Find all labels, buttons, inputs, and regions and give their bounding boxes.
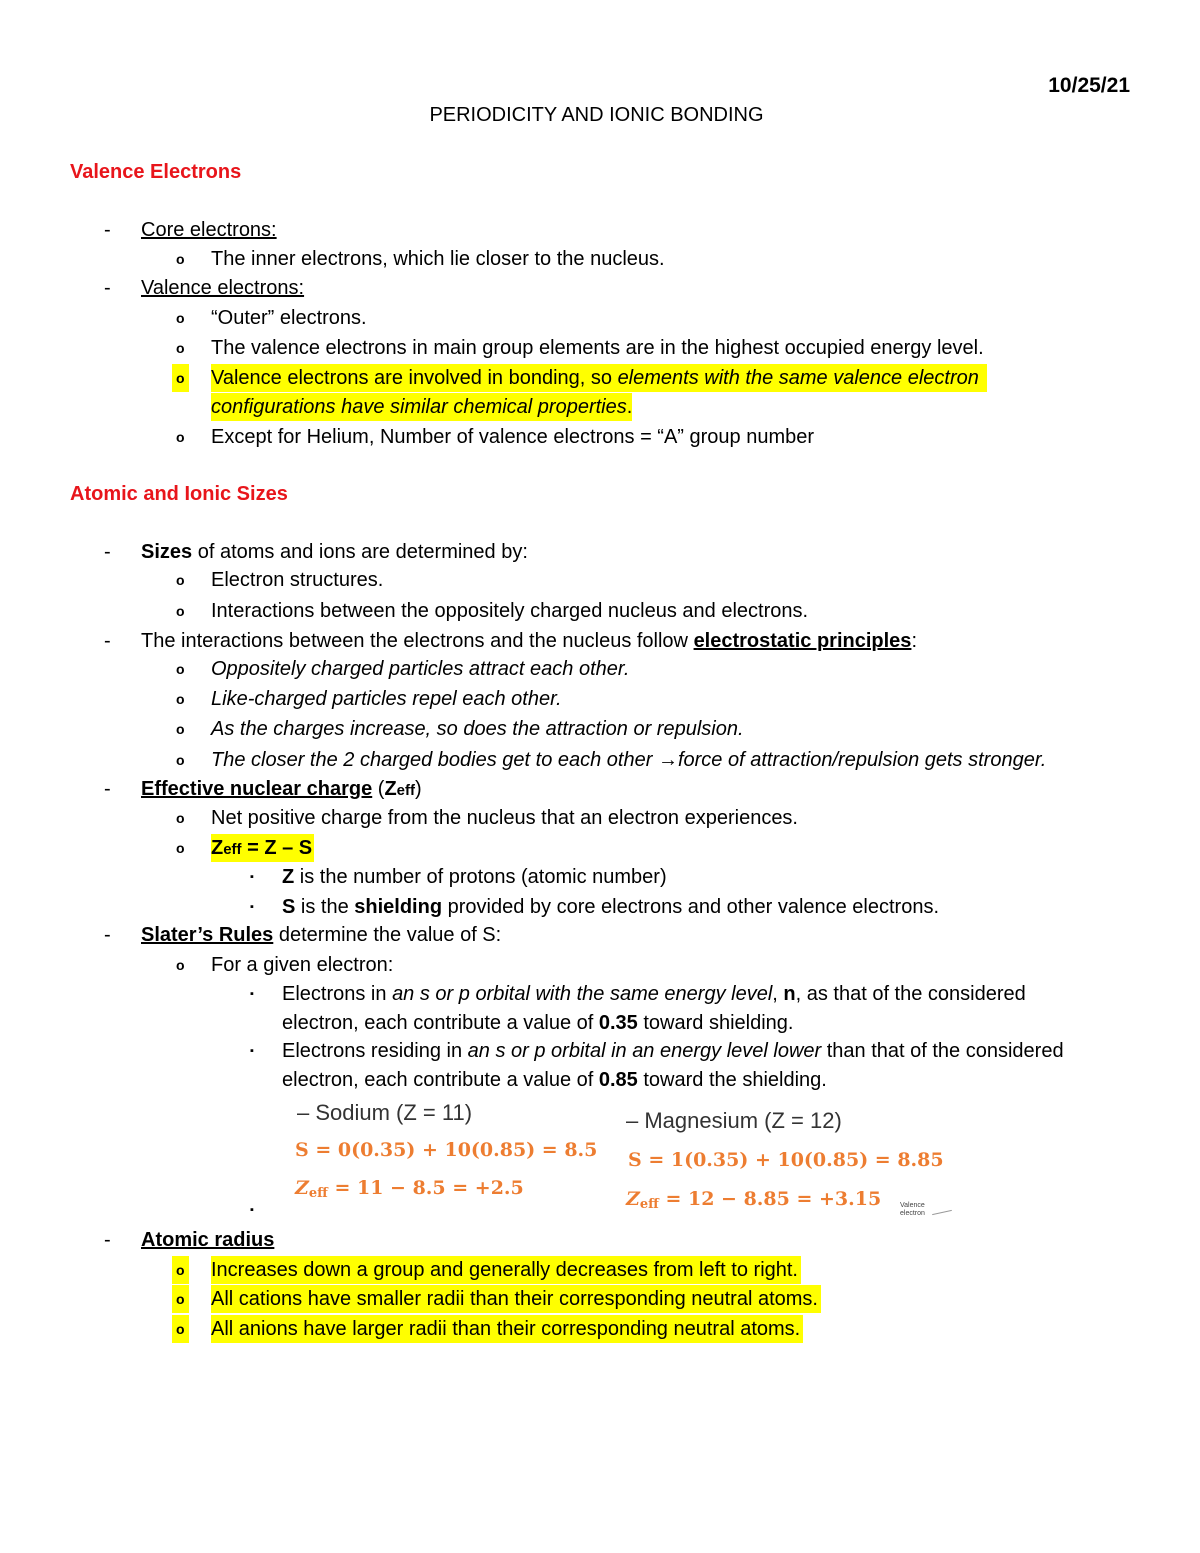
shielding-bold: shielding xyxy=(354,896,443,918)
sizes-rest: of atoms and ions are determined by: xyxy=(192,541,528,563)
bullet-circle-highlighted: o xyxy=(172,364,189,392)
bullet-circle: o xyxy=(176,691,185,707)
sodium-zeff-equation xyxy=(295,1177,524,1201)
r2d: electron, each contribute a value of xyxy=(282,1069,599,1091)
bullet-circle: o xyxy=(176,810,185,826)
electrostatic-text: The interactions between the electrons and the nucleus follow xyxy=(141,630,694,652)
magnesium-title: – Magnesium (Z = 12) xyxy=(626,1108,842,1133)
bullet-dash: - xyxy=(104,541,111,563)
bullet-dash: - xyxy=(104,277,111,299)
principle-attract: Oppositely charged particles attract each other. xyxy=(211,658,630,680)
zeff-rest: = Z – S xyxy=(241,837,313,859)
bullet-circle-highlighted: o xyxy=(172,1256,189,1284)
rule-same-level-cont xyxy=(282,1009,793,1037)
bullet-circle: o xyxy=(176,661,185,677)
tiny-diagram-label xyxy=(900,1202,925,1218)
enc-definition: Net positive charge from the nucleus that an electron experiences. xyxy=(211,807,798,829)
sodium-s-equation: S = 0(0.35) + 10(0.85) = 8.5 xyxy=(295,1139,598,1161)
magnesium-s-equation: S = 1(0.35) + 10(0.85) = 8.85 xyxy=(628,1149,944,1171)
r2f: toward the shielding. xyxy=(637,1069,827,1091)
z-rest: is the number of protons (atomic number) xyxy=(294,866,667,888)
enc-paren-close: ) xyxy=(415,778,422,800)
mg-zeff-sub: eff xyxy=(639,1197,659,1212)
rule-same-level xyxy=(282,980,1026,1008)
valence-point-bonding xyxy=(211,364,987,392)
r1e: , as that of the considered xyxy=(795,983,1026,1005)
sodium-zeff-rest: = 11 − 8.5 = +2.5 xyxy=(327,1177,524,1199)
given-electron: For a given electron: xyxy=(211,954,394,976)
slater-rules-label: Slater’s Rules xyxy=(141,924,274,946)
r1d: n xyxy=(783,983,796,1005)
bullet-dash: - xyxy=(104,778,111,800)
bullet-dash: - xyxy=(104,630,111,652)
enc-z: Z xyxy=(384,778,397,800)
bullet-square: ▪ xyxy=(250,1204,254,1216)
mg-zeff-rest: = 12 − 8.85 = +3.15 xyxy=(658,1188,882,1210)
r2b: an s or p orbital in an energy level lower xyxy=(467,1040,822,1062)
valence-point-energy-level: The valence electrons in main group elements are in the highest occupied energy level. xyxy=(211,337,984,359)
bullet-square: ▪ xyxy=(250,1045,254,1057)
section-heading-sizes: Atomic and Ionic Sizes xyxy=(70,483,288,505)
date: 10/25/21 xyxy=(1048,74,1130,97)
tiny-label-line-1: Valence xyxy=(900,1202,925,1209)
size-factor-interactions: Interactions between the oppositely charged nucleus and electrons. xyxy=(211,600,809,622)
magnesium-zeff-equation xyxy=(626,1188,881,1212)
bullet-circle: o xyxy=(176,957,185,973)
bonding-period: . xyxy=(626,396,633,418)
sodium-title: – Sodium (Z = 11) xyxy=(297,1100,473,1125)
section-heading-valence: Valence Electrons xyxy=(70,161,242,183)
r1c: , xyxy=(772,983,784,1005)
right-arrow-icon: → xyxy=(657,749,678,771)
enc-paren-open: ( xyxy=(372,778,385,800)
bullet-dash: - xyxy=(104,924,111,946)
bullet-circle: o xyxy=(176,572,185,588)
electrostatic-line xyxy=(141,627,917,655)
distance-text: The closer the 2 charged bodies get to each other xyxy=(211,749,658,771)
s-rest: provided by core electrons and other valence electrons. xyxy=(442,896,940,918)
effective-nuclear-charge-label: Effective nuclear charge xyxy=(141,778,373,800)
effective-nuclear-charge-line xyxy=(141,775,422,803)
s-definition xyxy=(282,893,939,921)
bullet-circle: o xyxy=(176,752,185,768)
r2c: than that of the considered xyxy=(821,1040,1064,1062)
s-bold: S xyxy=(282,896,296,918)
radius-point-trend: Increases down a group and generally decreases from left to right. xyxy=(211,1256,801,1284)
zeff-z: Z xyxy=(211,837,224,859)
bonding-italic-cont: configurations have similar chemical properties xyxy=(211,396,627,418)
enc-eff: eff xyxy=(396,782,415,799)
r1a: Electrons in xyxy=(282,983,393,1005)
size-factor-structures: Electron structures. xyxy=(211,569,384,591)
bullet-circle: o xyxy=(176,251,185,267)
principle-distance xyxy=(211,746,1046,774)
zeff-eff: eff xyxy=(223,841,242,858)
bullet-square: ▪ xyxy=(250,901,254,913)
valence-point-bonding-cont xyxy=(211,393,632,421)
radius-point-anions: All anions have larger radii than their corresponding neutral atoms. xyxy=(211,1315,803,1343)
bullet-dash: - xyxy=(104,1229,111,1251)
r1b: an s or p orbital with the same energy level xyxy=(392,983,773,1005)
tiny-label-line-2: electron xyxy=(900,1210,925,1217)
bonding-text: Valence electrons are involved in bonding, so xyxy=(211,367,618,389)
bullet-circle: o xyxy=(176,721,185,737)
bullet-square: ▪ xyxy=(250,988,254,1000)
mg-zeff-z: Z xyxy=(626,1188,640,1210)
bullet-circle: o xyxy=(176,340,185,356)
atomic-radius-label: Atomic radius xyxy=(141,1229,275,1251)
rule-lower-level xyxy=(282,1037,1064,1065)
r1h: toward shielding. xyxy=(637,1012,794,1034)
r1g: 0.35 xyxy=(598,1012,638,1034)
bullet-dash: - xyxy=(104,219,111,241)
bullet-circle: o xyxy=(176,429,185,445)
z-bold: Z xyxy=(282,866,295,888)
r2e: 0.85 xyxy=(598,1069,638,1091)
radius-point-cations: All cations have smaller radii than their corresponding neutral atoms. xyxy=(211,1285,821,1313)
z-definition xyxy=(282,863,667,891)
bullet-circle-highlighted: o xyxy=(172,1285,189,1313)
sizes-bold: Sizes xyxy=(141,541,193,563)
electrostatic-colon: : xyxy=(911,630,917,652)
rule-lower-level-cont xyxy=(282,1066,827,1094)
electrostatic-principles: electrostatic principles xyxy=(693,630,912,652)
s-mid: is the xyxy=(295,896,355,918)
valence-point-group-number: Except for Helium, Number of valence electrons = “A” group number xyxy=(211,426,815,448)
zeff-formula xyxy=(211,834,314,862)
page-title: PERIODICITY AND IONIC BONDING xyxy=(429,104,764,126)
bullet-square: ▪ xyxy=(250,871,254,883)
slater-rules-line xyxy=(141,921,501,949)
valence-point-outer: “Outer” electrons. xyxy=(211,307,367,329)
core-electrons-definition: The inner electrons, which lie closer to the nucleus. xyxy=(211,248,665,270)
bullet-circle: o xyxy=(176,310,185,326)
principle-repel: Like-charged particles repel each other. xyxy=(211,688,562,710)
bullet-circle-highlighted: o xyxy=(172,1315,189,1343)
slater-rules-rest: determine the value of S: xyxy=(273,924,502,946)
core-electrons-label: Core electrons: xyxy=(141,219,277,241)
bullet-circle: o xyxy=(176,840,185,856)
sizes-determined-line xyxy=(141,538,528,566)
valence-electrons-label: Valence electrons: xyxy=(141,277,305,299)
r2a: Electrons residing in xyxy=(282,1040,468,1062)
distance-result: force of attraction/repulsion gets stronger. xyxy=(677,749,1047,771)
principle-charges: As the charges increase, so does the attraction or repulsion. xyxy=(211,718,744,740)
bullet-circle: o xyxy=(176,603,185,619)
r1f: electron, each contribute a value of xyxy=(282,1012,599,1034)
sodium-zeff-sub: eff xyxy=(308,1186,328,1201)
tiny-pointer-line xyxy=(932,1210,952,1215)
bonding-italic-text: elements with the same valence electron xyxy=(617,367,979,389)
sodium-zeff-z: Z xyxy=(295,1177,309,1199)
